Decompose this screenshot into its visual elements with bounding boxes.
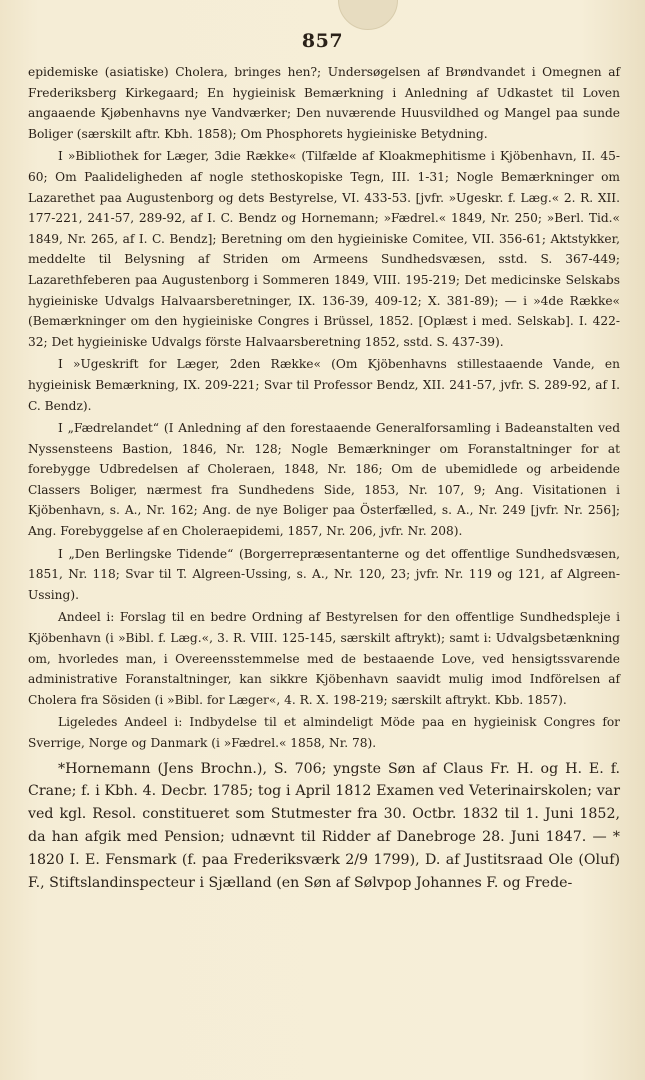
paragraph-bibliothek: I »Bibliothek for Læger, 3die Række« (Tilfælde af Kloakmephitisme i Kjöbenhavn, II. 45-60; Om Paalideligheden af nogle stethoskopiske Tegn, III. 1-31; Nogle Bemærkninger om Lazarethet paa Augustenborg og dets Bestyrelse, VI. 433-53. [jvfr. »Ugeskr. f. Læg.« 2. R. XII. 177-221, 241-57, 289-92, af I. C. Bendz og Hornemann; »Fædrel.« 1849, Nr. 250; »Berl. Tid.« 1849, Nr. 265, af I. C. Bendz]; Beretning om den hygieiniske Comitee, VII. 356-61; Aktstykker, meddelte til Belysning af Striden om Armeens Sundhedsvæsen, sstd. S. 367-449; Lazarethfeberen paa Augustenborg i Sommeren 1849, VIII. 195-219; Det medicinske Selskabs hygieiniske Udvalgs Halvaarsberetninger, IX. 136-39, 409-12; X. 381-89); — i »4de Række« (Bemærkninger om den hygieiniske Congres i Brüssel, 1852. [Oplæst i med. Selskab]. I. 422-32; Det hygieiniske Udvalgs förste Halvaarsberetning 1852, sstd. S. 437-39). xyxy=(28,149,620,349)
paragraph-andeel: Andeel i: Forslag til en bedre Ordning af Bestyrelsen for den offentlige Sundhedspleje i Kjöbenhavn (i »Bibl. f. Læg.«, 3. R. VIII. 125-145, særskilt aftrykt); samt i: Udvalgsbetænkning om, hvorledes man, i Overeensstemmelse med de bestaaende Love, ved hensigtssvarende administrative Foranstaltninger, kan sikkre Kjöbenhavn saavidt mulig imod Indförelsen af Cholera fra Sösiden (i »Bibl. for Læger«, 4. R. X. 198-219; særskilt aftrykt. Kbb. 1857). xyxy=(28,610,620,707)
paragraph-ligeledes: Ligeledes Andeel i: Indbydelse til et almindeligt Möde paa en hygieinisk Congres for Sverrige, Norge og Danmark (i »Fædrel.« 1858, Nr. 78). xyxy=(28,715,620,750)
paragraph-continued: epidemiske (asiatiske) Cholera, bringes hen?; Undersøgelsen af Brøndvandet i Omegnen af Frederiksberg Kirkegaard; En hygieinisk Bemærkning i Anledning af Udkastet til Loven angaaende Kjøbenhavns nye Vandværker; Den nuværende Huusvildhed og Mangel paa sunde Boliger (særskilt aftr. Kbh. 1858); Om Phosphorets hygieiniske Betydning. xyxy=(28,65,620,141)
page-number: 857 xyxy=(301,30,344,52)
paragraph-faedrelandet: I „Fædrelandet“ (I Anledning af den forestaaende Generalforsamling i Badeanstalten ved Nyssensteens Bastion, 1846, Nr. 128; Nogle Bemærkninger om Foranstaltninger for at forebygge Udbredelsen af Choleraen, 1848, Nr. 186; Om de ubemidlede og arbeidende Classers Boliger, nærmest fra Sundhedens Side, 1853, Nr. 107, 9; Ang. Visitationen i Kjöbenhavn, s. A., Nr. 162; Ang. de nye Boliger paa Österfælled, s. A., Nr. 249 [jvfr. Nr. 256]; Ang. Forebyggelse af en Choleraepidemi, 1857, Nr. 206, jvfr. Nr. 208). xyxy=(28,421,620,539)
page-body xyxy=(28,62,620,894)
paragraph-ugeskrift: I »Ugeskrift for Læger, 2den Række« (Om Kjöbenhavns stillestaaende Vande, en hygieinisk Bemærkning, IX. 209-221; Svar til Professor Bendz, XII. 241-57, jvfr. S. 289-92, af I. C. Bendz). xyxy=(28,357,620,413)
entry-hornemann: *Hornemann (Jens Brochn.), S. 706; yngste Søn af Claus Fr. H. og H. E. f. Crane; f. i Kbh. 4. Decbr. 1785; tog i April 1812 Examen ved Veterinairskolen; var ved kgl. Resol. constitueret som Stutmester fra 30. Octbr. 1832 til 1. Juni 1852, da han afgik med Pension; udnævnt til Ridder af Danebroge 28. Juni 1847. — * 1820 I. E. Fensmark (f. paa Frederiksværk 2/9 1799), D. af Justitsraad Ole (Oluf) F., Stiftslandinspecteur i Sjælland (en Søn af Sølvpop Johannes F. og Frede- xyxy=(28,760,620,891)
paragraph-berlingske: I „Den Berlingske Tidende“ (Borgerrepræsentanterne og det offentlige Sundhedsvæsen, 1851, Nr. 118; Svar til T. Algreen-Ussing, s. A., Nr. 120, 23; jvfr. Nr. 119 og 121, af Algreen-Ussing). xyxy=(28,546,620,602)
page-tab xyxy=(338,0,398,30)
